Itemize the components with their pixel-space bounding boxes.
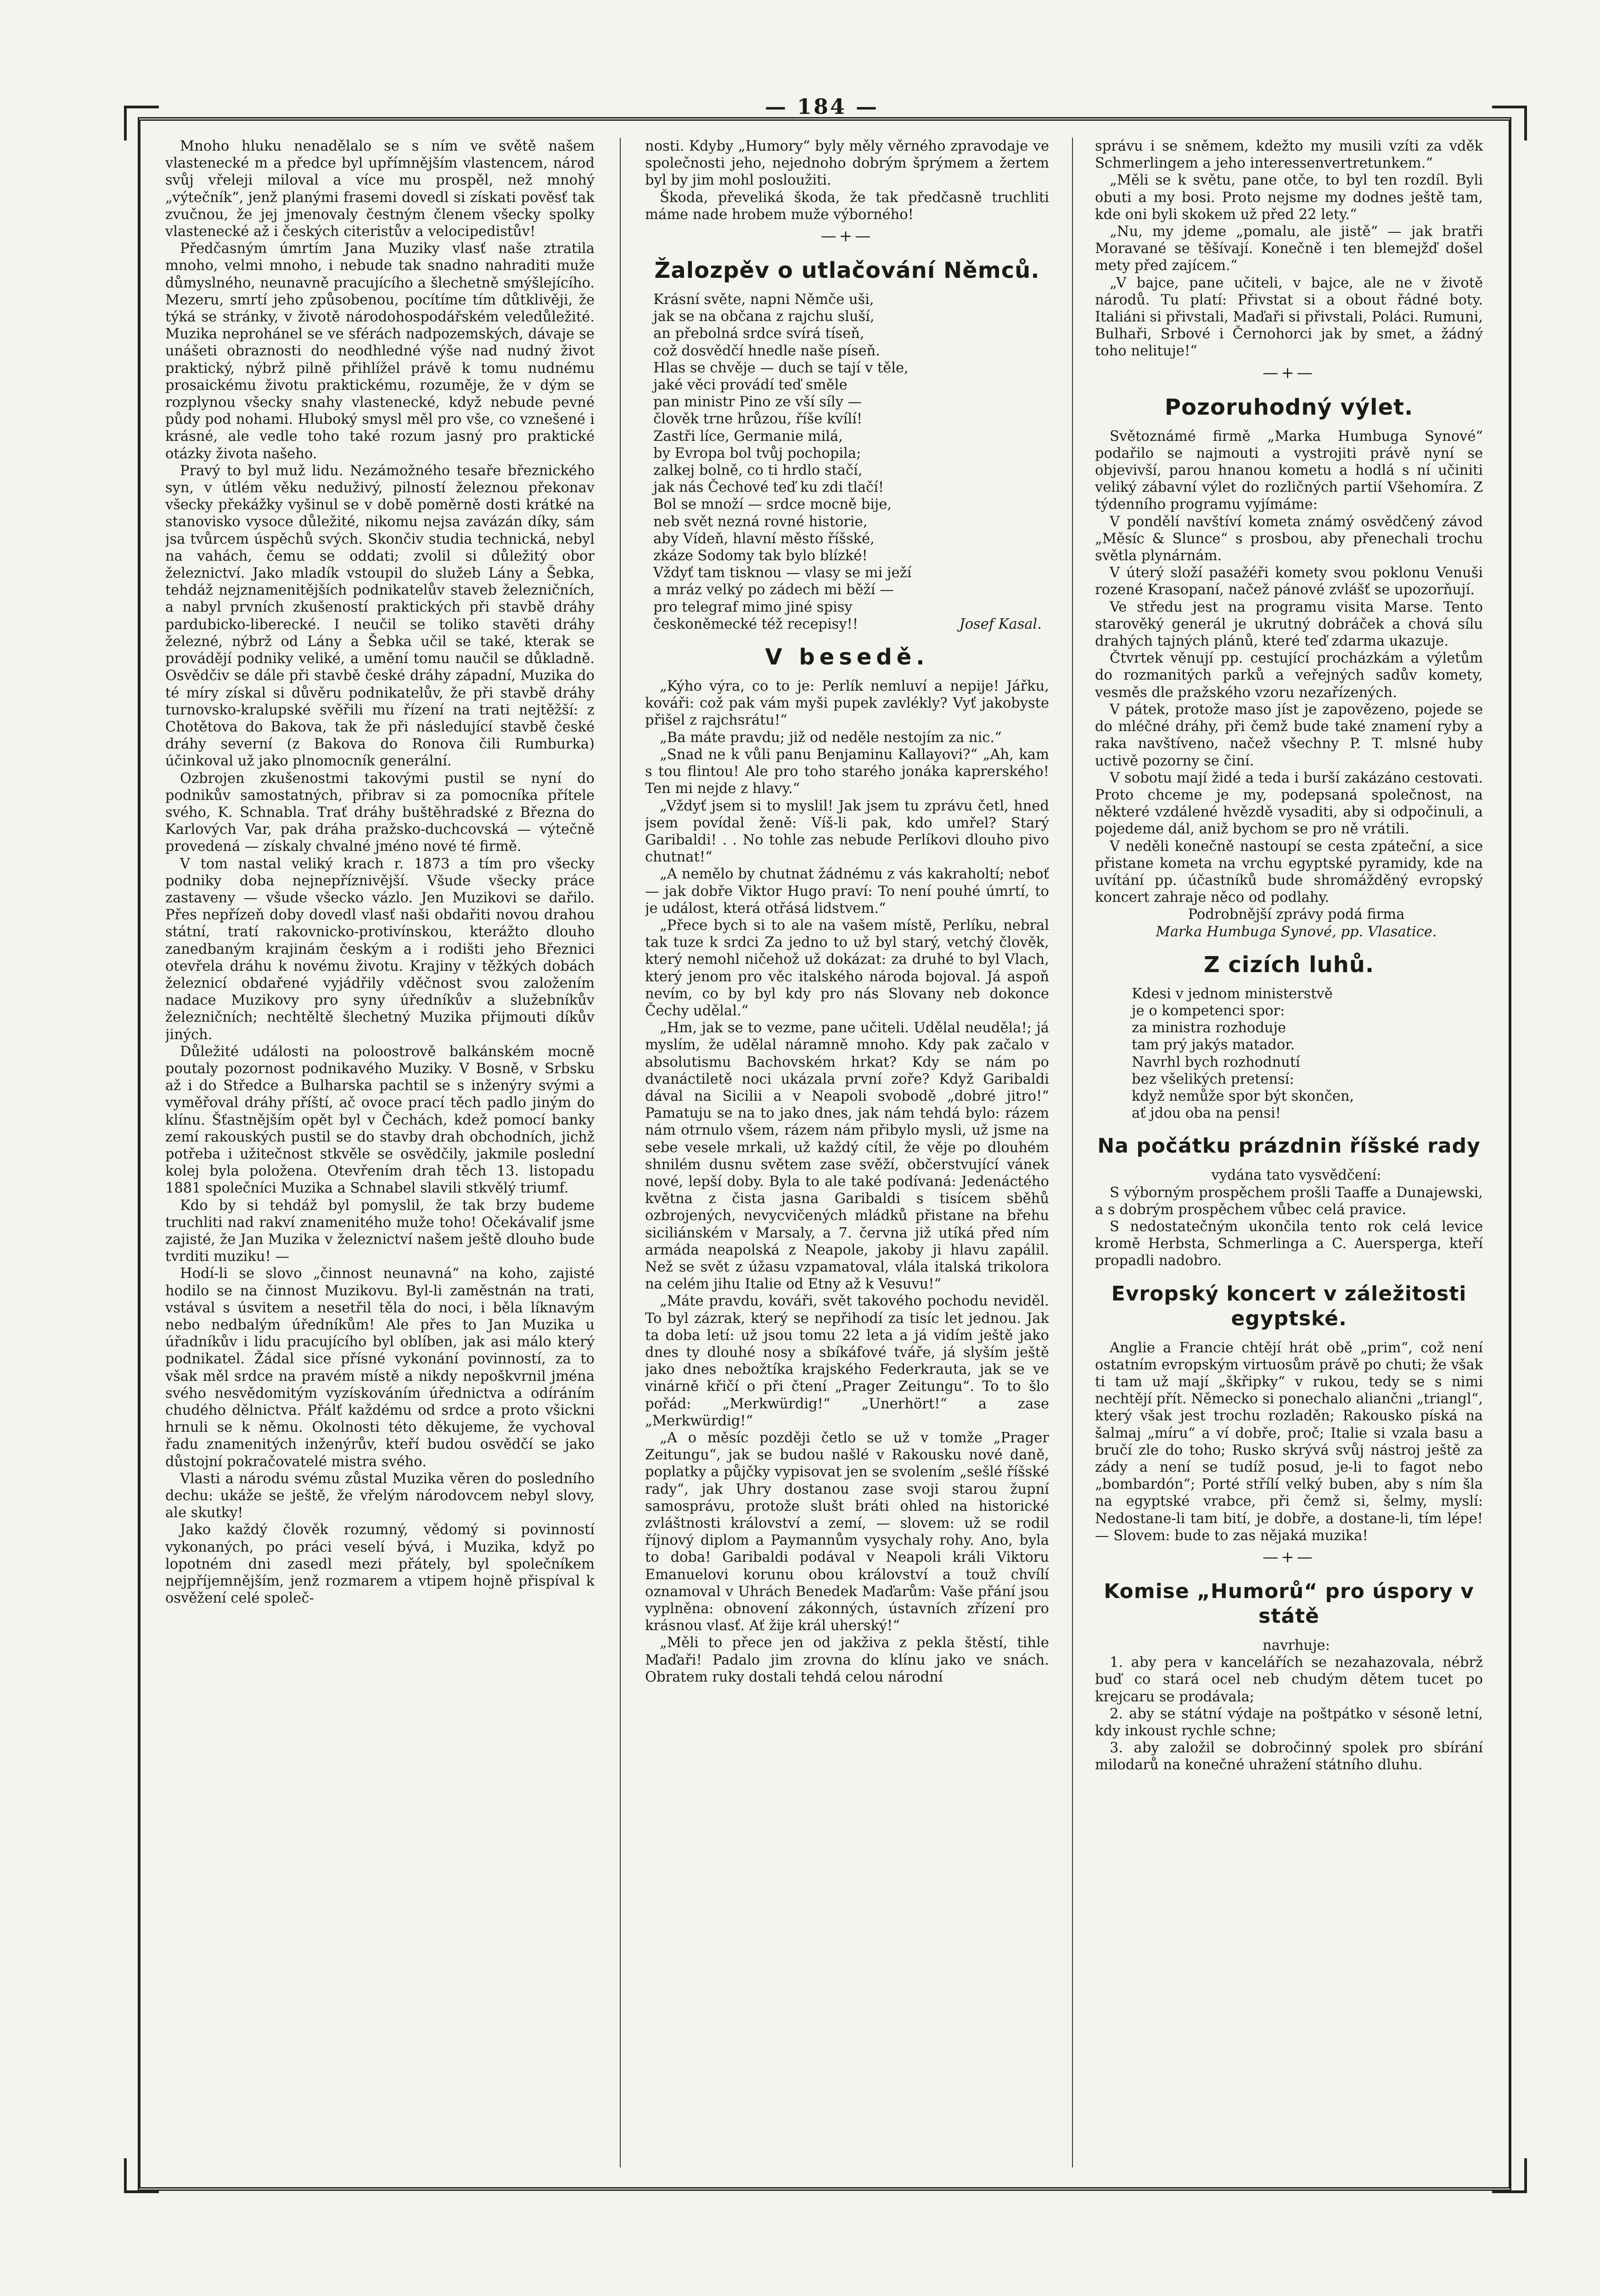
section-title: Pozoruhodný výlet.: [1164, 394, 1414, 420]
dialogue-paragraph: „Měli se k světu, pane otče, to byl ten rozdíl. Byli obuti a my bosi. Proto nejsme my dodnes ještě tam, kde oni byli skokem už před 22 lety.“: [1095, 172, 1483, 223]
poem-line: Bol se množí — srdce mocně bije,: [653, 496, 892, 513]
poem-line: Kdesi v jednom ministerstvě: [1132, 985, 1333, 1002]
poem-line: zkáze Sodomy tak bylo blízké!: [653, 548, 868, 564]
article-paragraph: S nedostatečným ukončila tento rok celá levice kromě Herbsta, Schmerlinga a C. Auersperga, kteří propadli nadobro.: [1095, 1218, 1483, 1269]
dialogue-paragraph: „Kýho výra, co to je: Perlík nemluví a nepije! Jářku, kováři: což pak vám myši pupek zavlékly? Vyť jakobyste přišel z rajchsrátu!“: [645, 678, 1049, 729]
dialogue-paragraph: „Ba máte pravdu; již od neděle nestojím za nic.“: [660, 729, 1002, 746]
frame-corner-ornament: [124, 106, 159, 141]
dialogue-paragraph: „Hm, jak se to vezme, pane učiteli. Udělal neuděla!; já myslím, že udělal náramně mnoho. Kdy pak začalo v absolutismu Bachovském hrkat? Kdy se nám po dvanáctiletě noci ukázala první zoře? Když Garibaldi dával na Sicilii a v Neapoli svobodě „dobré jitro!“ Pamatuju se na to jako dnes, jak nám tehdá bylo: rázem nám otrnulo všem, rázem nám přibylo mysli, už jsme na sebe vesele mrkali, už každý cítil, že věje po dlouhém shnilém dusnu světem zase svěží, občerstvující vánek nové, lepší doby. Byla to ale také podívaná: Jedenáctého května z čista jasna Garibaldi s tisícem sběhů ozbrojených, nevycvičených mládků přistane na břehu siciliánském v Marsaly, a 7. června již utíká před ním armáda neapolská z Neapole, jakoby ji hlavu zapálil. Než se svět z úžasu vzpamatoval, vlála italská trikolora na celém jihu Italie od Etny až k Vesuvu!“: [645, 1020, 1049, 1293]
dialogue-paragraph: „Máte pravdu, kováři, svět takového pochodu neviděl. To byl zázrak, který se nepřihodí za tisíc let jednou. Jak ta doba letí: už jsou tomu 22 leta a já vidím ještě jako dnes ty dlouhé nosy a sbíkáfové tváře, já slyším ještě jako dnes nebožtíka krajského Federkrauta, jak se ve vinárně křičí o při čtení „Prager Zeitungu“. To to šlo pořád: „Merkwürdig!“ „Unerhört!“ a zase „Merkwürdig!“: [645, 1293, 1049, 1429]
page-number: — 184 —: [764, 94, 879, 119]
article-paragraph: Důležité události na poloostrově balkánském mocně poutaly pozornost podnikavého Muziky. V Bosně, v Srbsku až i do Středce a Bulharska pachtil se s inženýry svými a vyměřoval dráhy příští, ač ovoce prací těch padlo jiným do klínu. Šťastnějším opět byl v Čechách, kdež pomocí banky zemí rakouských pustil se do stavby drah obchodních, jichž potřeba i užitečnost stkvěle se osvědčily, jakmile poslední kolej byla položena. Otevřením drah těch 13. listopadu 1881 společníci Muzika a Schnabel slavili stkvělý triumf.: [165, 1043, 595, 1197]
article-signature: Marka Humbuga Synové, pp. Vlasatice.: [1156, 923, 1437, 940]
article-paragraph: Ozbrojen zkušenostmi takovými pustil se nyní do podnikův samostatných, přibrav si za pomocníka přítele svého, K. Schnabla. Trať dráhy buštěhradské z Března do Karlových Var, pak dráha pražsko-duchcovská — výtečně provedená — získaly chvalné jméno nové té firmě.: [165, 770, 595, 855]
poem-line: pro telegraf mimo jiné spisy: [653, 599, 853, 615]
section-separator: —+—: [820, 227, 874, 246]
poem-line: českoněmecké též recepisy!!: [653, 616, 859, 632]
poem-line: zalkej bolně, co ti hrdlo stačí,: [653, 462, 863, 479]
section-title: Na počátku prázdnin říšské rady: [1097, 1134, 1481, 1158]
column-rule: [620, 138, 621, 2167]
poem-line: jak nás Čechové teď ku zdi tlačí!: [653, 479, 884, 496]
poem-line: neb svět nezná rovné historie,: [653, 513, 868, 530]
dialogue-paragraph: „Snad ne k vůli panu Benjaminu Kallayovi?“ „Ah, kam s tou flintou! Ale pro toho starého jonáka kaprerského! Ten mi nejde z hlavy.“: [645, 746, 1049, 797]
column-1: [165, 138, 595, 2167]
section-title: Evropský koncert v záležitosti egyptské.: [1111, 1282, 1467, 1330]
article-paragraph: V pondělí navštíví kometa známý osvědčený závod „Měsíc & Slunce“ s prosbou, aby přenechali trochu světla plynárnám.: [1095, 513, 1483, 564]
article-paragraph: Předčasným úmrtím Jana Muziky vlasť naše ztratila mnoho, velmi mnoho, i nebude tak snadno nahraditi muže důmyslného, neunavně pracujícího a šlechetně smýšlejícího. Mezeru, smrtí jeho způsobenou, pocítíme tím důtklivěji, že týká se stránky, v životě národohospodářském veledůležité. Muzika neprohánel se ve sférách nadpozemských, dávaje se unášeti obraznosti do neodhledné výše nad nudný život praktický, nýbrž pilně přihlížel právě k tomu nudnému prosaickému životu praktickému, rozuměje, že v dým se rozplynou všecky snahy vlastenecké, když nebude pevné půdy pod nohami. Hluboký smysl měl pro vše, co vznešené i krásné, ale vedle toho také rozum jasný pro praktické otázky života našeho.: [165, 241, 595, 462]
frame-corner-ornament: [1492, 2158, 1527, 2193]
article-paragraph: V neděli konečně nastoupí se cesta zpáteční, a sice přistane kometa na vrchu egyptské pyramidy, kde na uvítání pp. účastníků bude shromážděný evropský koncert zahraje něco od podlahy.: [1095, 838, 1483, 906]
list-item: 2. aby se státní výdaje na poštpátko v sésoně letní, kdy inkoust rychle schne;: [1095, 1705, 1483, 1739]
article-paragraph: Jako každý člověk rozumný, vědomý si povinností vykonaných, po práci veselí bývá, i Muzika, když po lopotném dni zasedl mezi přátely, byl společníkem nejpříjemnějším, jenž rozmarem a vtipem hojně přispíval k osvěžení celé společ-: [165, 1522, 595, 1607]
poem-line: jak se na občana z rajchu sluší,: [653, 309, 875, 325]
article-paragraph: Mnoho hluku nenadělalo se s ním ve světě našem vlastenecké m a předce byl upřímnějším vlastencem, národ svůj vřeleji miloval a více mu prospěl, než mnohý „výtečník“, jenž planými frasemi dovedl si získati pověsť tak zvučnou, že jej jmenovaly čestným členem všecky spolky vlastenecké až i českých citeristův a velocipedistův!: [165, 138, 595, 240]
article-paragraph: Kdo by si tehdáž byl pomyslil, že tak brzy budeme truchliti nad rakví znamenitého muže toho! Očekávalif jsme zajisté, že Jan Muzika v železnictví našem ještě dlouho bude tvrditi muziku! —: [165, 1197, 595, 1265]
poem-line: ať jdou oba na pensi!: [1132, 1105, 1281, 1122]
article-paragraph: Vlasti a národu svému zůstal Muzika věren do posledního dechu: ukáže se ještě, že vřelým národovcem nebyl slovy, ale skutky!: [165, 1470, 595, 1521]
poem-line: tam prý jakýs matador.: [1132, 1037, 1295, 1053]
poem: [645, 291, 1049, 633]
list-item: 3. aby založil se dobročinný spolek pro sbírání milodarů na konečné uhražení státního dluhu.: [1095, 1740, 1483, 1773]
dialogue-paragraph: „A o měsíc později četlo se už v tomže „Prager Zeitungu“, jak se budou našlé v Rakousku nové daně, poplatky a půjčky vypisovat jen se svolením „sešlé říšské rady“, jak Uhry dostanou zase svoji starou župní samosprávu, protože slušt bráti ohled na historické zvláštnosti království a zemí, — slovem: už se rodil říjnový diplom a Paymannům vysychaly rohy. Ano, byla to doba! Garibaldi podával v Neapoli králi Viktoru Emanuelovi korunu obou království a touž chvílí oznamoval v Uhrách Benedek Maďarům: Vaše přání jsou vyplněna: obnovení zákonných, ústavních zřízení pro krásnou vlasť. Ať žije král uherský!“: [645, 1430, 1049, 1634]
list-item: 1. aby pera v kancelářích se nezahazovala, nébrž buď co stará ocel neb chudým dětem tucet po krejcaru se prodávala;: [1095, 1654, 1483, 1705]
section-separator: —+—: [1263, 363, 1315, 382]
poem-line: Navrhl bych rozhodnutí: [1132, 1054, 1300, 1070]
poem-line: Hlas se chvěje — duch se tají v těle,: [653, 360, 909, 376]
dialogue-paragraph: „Vždyť jsem si to myslil! Jak jsem tu zprávu četl, hned jsem povídal ženě: Víš-li pak, kdo umřel? Starý Garibaldi! . . No tohle zas nebude Perlíkovi dlouho pivo chutnat!“: [645, 798, 1049, 866]
dialogue-paragraph: „Měli to přece jen od jakživa z pekla štěstí, tihle Maďaři! Padalo jim zrovna do klínu jako ve snách. Obratem ruky dostali tehdá celou národní: [645, 1635, 1049, 1685]
poem-last-line: [653, 616, 1049, 633]
article-paragraph: V úterý složí pasažéři komety svou poklonu Venuši rozené Krasopaní, načež pánové zvlášť se upozorňují.: [1095, 565, 1483, 598]
poem-line: by Evropa bol tvůj pochopila;: [653, 445, 861, 461]
poem-line: což dosvědčí hnedle naše píseň.: [653, 343, 880, 359]
poem-line: a mráz velký po zádech mi běží —: [653, 582, 894, 598]
column-2: [645, 138, 1049, 2167]
poem-line: jaké věci provádí teď směle: [653, 377, 848, 394]
poem-line: pan ministr Pino ze vší síly —: [653, 394, 862, 411]
poem-line: Krásní světe, napni Němče uši,: [653, 292, 874, 308]
dialogue-paragraph: správu i se sněmem, kdežto my musili vzíti za vděk Schmerlingem a jeho interessenvertretunkem.“: [1095, 138, 1483, 172]
poem-line: bez všelikých pretensí:: [1132, 1071, 1294, 1087]
poem: [1095, 985, 1483, 1122]
article-paragraph: V tom nastal veliký krach r. 1873 a tím pro všecky podniky doba nejnepříznivější. Všude všecky práce zastaveny — všude všecko vázlo. Jen Muzikovi se dařilo. Přes nepřízeň doby dovedl vlasť naši obdařiti novou drahou státní, tratí rakovnicko-protivínskou, kterážto dlouho zanedbaným krajinám českým a i rodišti jeho Březnici otevřela dráhu k novému životu. Krajiny v těžkých dobách železnicí obdařené vyjádřily vděčnost svou založením nadace Muzikovy pro syny úředníkův a služebníkův železničních; nechtěltě šlechetný Muzika přijmouti díkův jiných.: [165, 855, 595, 1043]
section-title: Z cizích luhů.: [1203, 951, 1375, 978]
poem-line: an přebolná srdce svírá tíseň,: [653, 326, 865, 342]
poem-line: Vždyť tam tisknou — vlasy se mi ježí: [653, 565, 912, 581]
section-subtitle: navrhuje:: [1263, 1638, 1330, 1654]
column-3: [1095, 138, 1483, 2167]
article-paragraph: Ve středu jest na programu visita Marse. Tento starověký generál je ukrutný dobráček a chová sílu drahých tajných plánů, které teď zdarma ukazuje.: [1095, 599, 1483, 650]
poem-line: člověk trne hrůzou, říše kvílí!: [653, 411, 863, 428]
poem-line: aby Vídeň, hlavní město říšské,: [653, 530, 875, 547]
poem-line: když nemůže spor být skončen,: [1132, 1088, 1354, 1104]
poem-line: je o kompetenci spor:: [1132, 1002, 1285, 1019]
dialogue-paragraph: „A nemělo by chutnat žádnému z vás kakraholtí; neboť — jak dobře Viktor Hugo praví: To není pouhé úmrtí, to je událost, která otřásá lidstvem.“: [645, 866, 1049, 917]
article-paragraph: Anglie a Francie chtějí hrát obě „prim“, což není ostatním evropským virtuosům právě po chuti; že však ti tam už mají „škřipky“ v rukou, tedy se s nimi nechtějí přít. Německo si ponechalo aliančni „triangl“, který však jest trochu rozladěn; Rakousko píská na šalmaj „míru“ a ví dobře, proč; Italie si vzala basu a bručí zle do toho; Rusko skrývá svůj nástroj ještě za zády a není se tudíž posud, je-li to fagot nebo „bombardón“; Porté střílí velký buben, aby s ním šla na egyptské vrabce, při čemž si, šelmy, myslí: Nedostane-li tam bití, je dobře, a dostane-li, tím lépe! — Slovem: bude to zas nějaká muzika!: [1095, 1339, 1483, 1544]
article-paragraph: Pravý to byl muž lidu. Nezámožného tesaře březnického syn, v útlém věku neduživý, pilností železnou překonav všecky překážky vyšinul se v době poměrně dosti krátké na stanovisko vysoce důležité, nikomu nejsa zavázán díky, sám jsa tvůrcem úspěchů svých. Skončiv studia technická, nebyl na vahách, čemu se oddati; zvolil si důležitý obor železnictví. Jako mladík vstoupil do služeb Lány a Šebka, tehdáž nejznamenitějších podnikatelův staveb železničních, a nabyl prvních zkušeností praktických při stavbě dráhy pardubicko-liberecké. I neučil se toliko stavěti dráhy železné, nýbrž od Lány a Šebka učil se také, kterak se provádějí podniky veliké, a umění tomu naučil se důkladně. Osvědčiv se dále při stavbě české dráhy západní, Muzika do té míry získal si důvěru podnikatelův, že při stavbě dráhy turnovsko-kralupské svěřili mu řízení na trati nejtěžší: z Chotětova do Bakova, tak že při následující stavbě české dráhy severní (z Bakova do Ronova čili Rumburka) účinkoval už jako plnomocník generální.: [165, 462, 595, 770]
section-title: Komise „Humorů“ pro úspory v státě: [1104, 1580, 1474, 1628]
article-paragraph: Podrobnější zprávy podá firma: [1188, 906, 1405, 923]
article-paragraph: Hodí-li se slovo „činnost neunavná“ na koho, zajisté hodilo se na činnost Muzikovu. Byl-li zaměstnán na trati, vstával s úsvitem a nesetřil těla do noci, i běla líknavým nebo nedbalým úředníkům! Ale přes to Jan Muzika u úřadníkův i lidu pracujícího byl oblíben, jak asi málo který podnikatel. Žádal sice přísné vykonání povinností, za to však měl srdce na pravém místě a nikdy nepoškvrnil jména svého nesvědomitým vyzískováním úřednictva a odíráním chudého dělnictva. Přálť každému od srdce a proto všickni hrnuli se k němu. Okolnosti této děkujeme, že vychoval řadu znamenitých inženýrův, kteří budou osvědčí se jako důstojní pokračovatelé mistra svého.: [165, 1266, 595, 1470]
poem-line: Zastři líce, Germanie milá,: [653, 428, 843, 445]
frame-corner-ornament: [1492, 106, 1527, 141]
frame-corner-ornament: [124, 2158, 159, 2193]
article-paragraph: S výborným prospěchem prošli Taaffe a Dunajewski, a s dobrým prospěchem vůbec celá pravice.: [1095, 1184, 1483, 1218]
poem-signature: Josef Kasal.: [959, 616, 1042, 632]
section-title: V besedě.: [765, 644, 929, 670]
section-separator: —+—: [1263, 1548, 1315, 1567]
section-title: Žalozpěv o utlačování Němců.: [654, 258, 1040, 284]
column-rule: [1072, 138, 1073, 2167]
article-paragraph: Škoda, převeliká škoda, že tak předčasně truchliti máme nade hrobem muže výborného!: [645, 189, 1049, 223]
poem-line: za ministra rozhoduje: [1132, 1020, 1286, 1036]
article-paragraph: Světoznámé firmě „Marka Humbuga Synové“ podařilo se najmouti a vystrojiti právě nyní se objevivší, parou hnanou kometu a hodlá s ní učiniti veliký zábavní výlet do rozličných partií Všehomíra. Z týdenního programu vyjímáme:: [1095, 428, 1483, 513]
section-subtitle: vydána tato vysvědčení:: [1211, 1167, 1381, 1184]
article-paragraph: Čtvrtek věnují pp. cestující procházkám a výletům do rozmanitých parků a veřejných sadův komety, vesměs dle pražského vzoru nezařízených.: [1095, 650, 1483, 701]
article-paragraph: V sobotu mají židé a teda i burší zakázáno cestovati. Proto chceme je my, podepsaná společnost, na některé vzdálené hvězdě vysaditi, aby si odpočinuli, a pojedeme dál, aniž bychom se pro ně vrátili.: [1095, 770, 1483, 838]
dialogue-paragraph: „V bajce, pane učiteli, v bajce, ale ne v životě národů. Tu platí: Přivstat si a obout řádné boty. Italiáni si přivstali, Maďaři si přivstali, Poláci. Rumuni, Bulhaři, Srbové i Černohorci jak by smet, a žádný toho nelituje!“: [1095, 275, 1483, 360]
dialogue-paragraph: „Přece bych si to ale na vašem místě, Perlíku, nebral tak tuze k srdci Za jedno to už byl starý, vetchý člověk, který nemohl ničehož už dokázat: za druhé to byl Vlach, který jenom pro věc italského národa bojoval. Já aspoň nevím, co by byl kdy pro nás Slovany neb dokonce Čechy udělal.“: [645, 917, 1049, 1019]
dialogue-paragraph: „Nu, my jdeme „pomalu, ale jistě“ — jak bratři Moravané se těšívají. Konečně i ten blemejžď došel mety před zajícem.“: [1095, 224, 1483, 274]
article-paragraph: nosti. Kdyby „Humory“ byly měly věrného zpravodaje ve společnosti jeho, nejednoho dobrým šprýmem a žertem byl by jim mohl posloužiti.: [645, 138, 1049, 189]
article-paragraph: V pátek, protože maso jíst je zapovězeno, pojede se do mléčné dráhy, při čemž bude také znamení ryby a raka navštíveno, načež všechny P. T. mlsné huby uctivě pozorny se činí.: [1095, 701, 1483, 769]
